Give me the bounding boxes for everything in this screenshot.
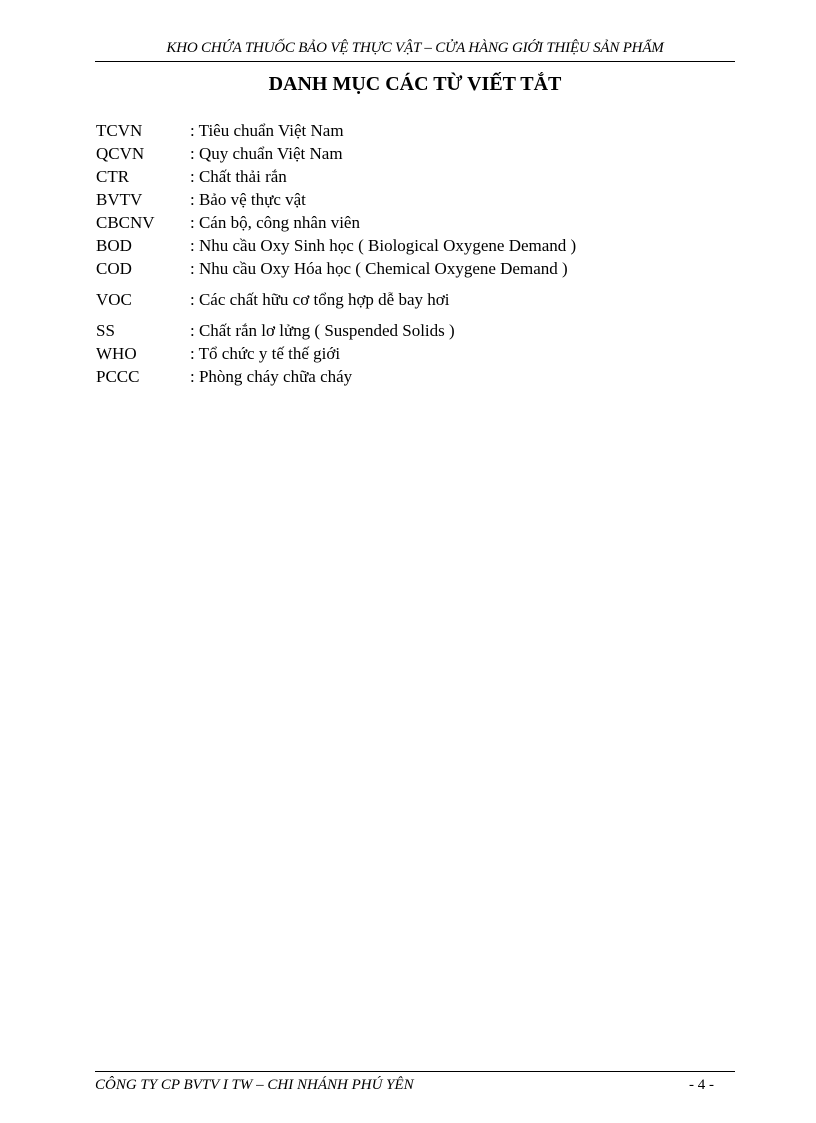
abbreviation-row: [96, 190, 716, 213]
abbreviation-meaning: : Chất rắn lơ lửng ( Suspended Solids ): [190, 321, 455, 340]
abbreviation-code: BVTV: [96, 190, 143, 209]
abbreviation-code: CBCNV: [96, 213, 155, 232]
abbreviation-meaning: : Bảo vệ thực vật: [190, 190, 306, 209]
abbreviation-code: VOC: [96, 290, 132, 309]
abbreviation-meaning: : Phòng cháy chữa cháy: [190, 367, 353, 386]
abbreviation-row: [96, 367, 716, 390]
abbreviation-row: [96, 259, 716, 282]
page-title: DANH MỤC CÁC TỪ VIẾT TẮT: [268, 73, 562, 95]
abbreviation-meaning: : Nhu cầu Oxy Sinh học ( Biological Oxygene Demand ): [190, 236, 577, 255]
abbreviation-code: TCVN: [96, 121, 143, 140]
abbreviation-meaning: : Nhu cầu Oxy Hóa học ( Chemical Oxygene Demand ): [190, 259, 568, 278]
abbreviation-list: [96, 121, 716, 390]
abbreviation-meaning: : Quy chuẩn Việt Nam: [190, 144, 343, 163]
abbreviation-code: COD: [96, 259, 132, 278]
abbreviation-meaning: : Các chất hữu cơ tổng hợp dễ bay hơi: [190, 290, 450, 309]
abbreviation-row: [96, 321, 716, 344]
abbreviation-row: [96, 344, 716, 367]
abbreviation-row: [96, 121, 716, 144]
running-header: KHO CHỨA THUỐC BẢO VỆ THỰC VẬT – CỬA HÀNG GIỚI THIỆU SẢN PHẨM: [166, 40, 664, 56]
abbreviation-code: PCCC: [96, 367, 140, 386]
abbreviation-row: [96, 213, 716, 236]
abbreviation-meaning: : Tiêu chuẩn Việt Nam: [190, 121, 344, 140]
abbreviation-meaning: : Tổ chức y tế thế giới: [190, 344, 341, 363]
abbreviation-row: [96, 290, 716, 313]
abbreviation-code: CTR: [96, 167, 130, 186]
abbreviation-meaning: : Chất thải rắn: [190, 167, 287, 186]
abbreviation-meaning: : Cán bộ, công nhân viên: [190, 213, 360, 232]
abbreviation-row: [96, 236, 716, 259]
abbreviation-code: WHO: [96, 344, 137, 363]
abbreviation-row: [96, 167, 716, 190]
page-number: - 4 -: [689, 1077, 714, 1093]
abbreviation-code: SS: [96, 321, 115, 340]
header-rule: [95, 61, 735, 62]
footer-rule: [95, 1071, 735, 1072]
abbreviation-code: BOD: [96, 236, 132, 255]
footer-company: CÔNG TY CP BVTV I TW – CHI NHÁNH PHÚ YÊN: [95, 1077, 414, 1093]
abbreviation-row: [96, 144, 716, 167]
abbreviation-code: QCVN: [96, 144, 145, 163]
